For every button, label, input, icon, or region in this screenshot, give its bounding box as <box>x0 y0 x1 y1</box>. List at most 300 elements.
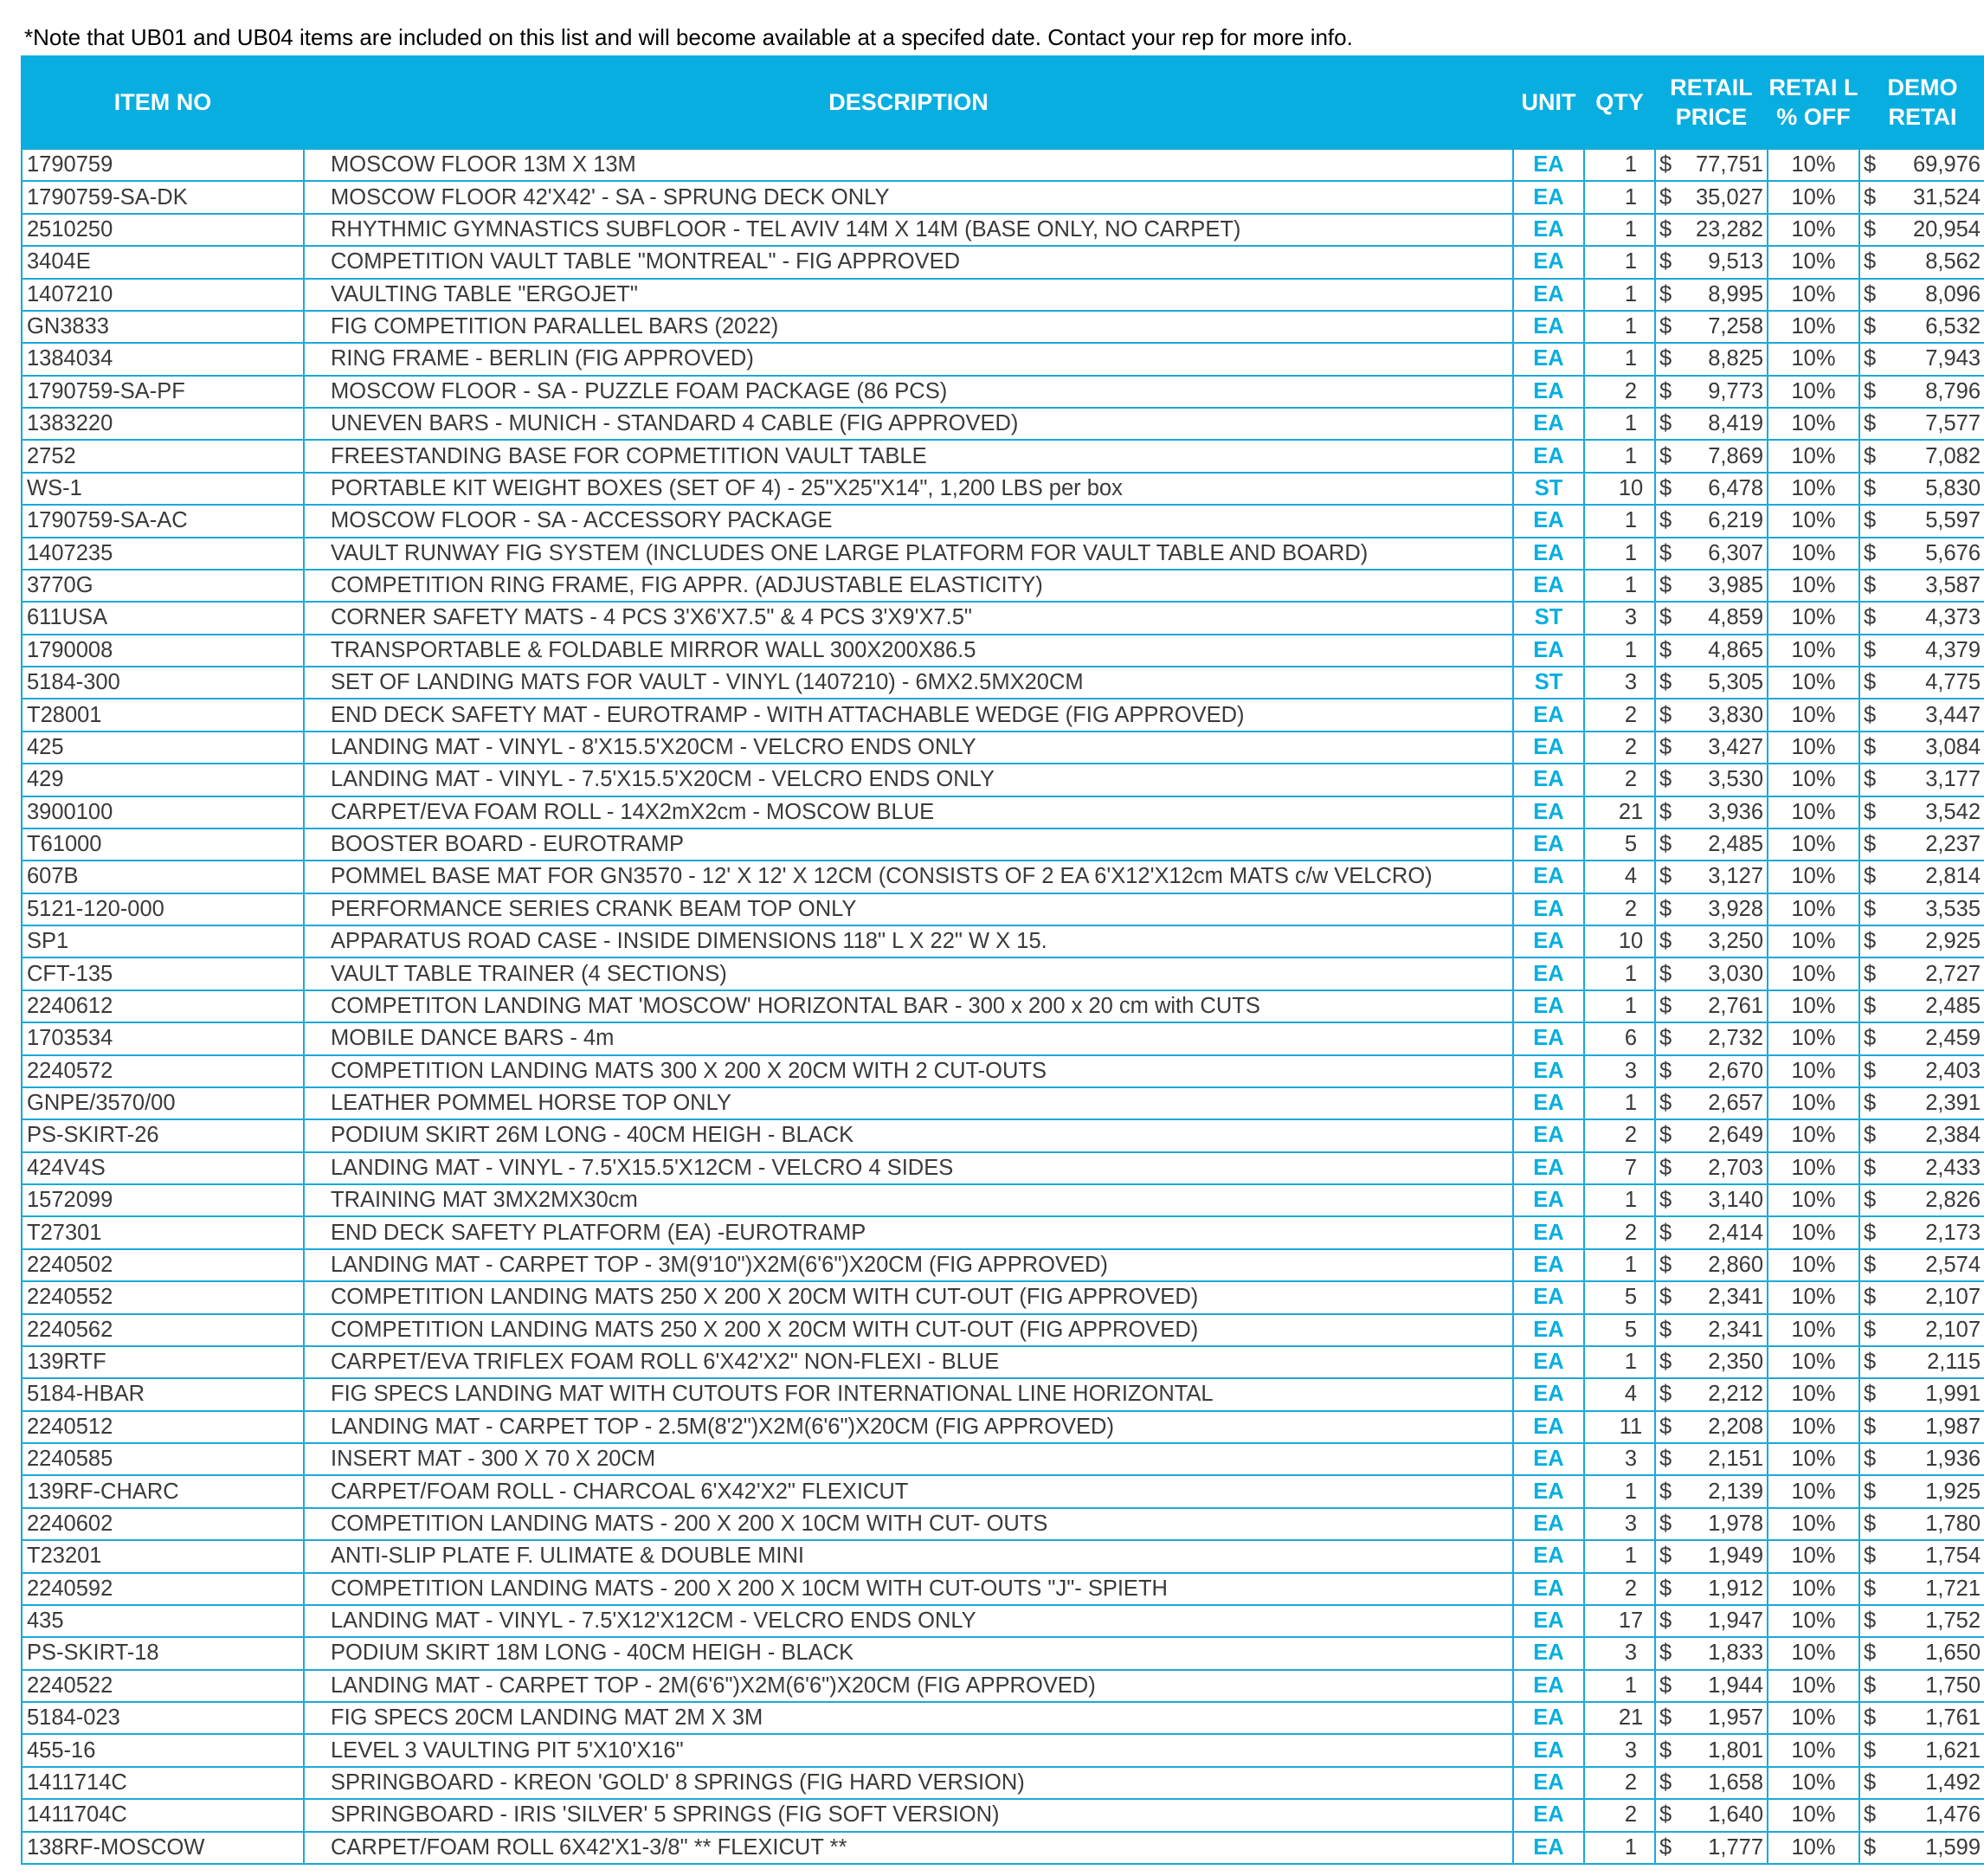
amount: 1,991 <box>1925 1382 1981 1407</box>
cell-qty: 1 <box>1584 990 1655 1022</box>
cell-demo-retail <box>1859 1216 1984 1248</box>
amount: 2,237 <box>1925 832 1981 857</box>
cell-retail-off: 10% <box>1768 343 1859 375</box>
currency-symbol: $ <box>1864 1641 1877 1666</box>
table-row <box>22 732 1984 764</box>
cell-description: SPRINGBOARD - KREON 'GOLD' 8 SPRINGS (FIG HARD VERSION) <box>304 1767 1513 1799</box>
cell-item-no: 5184-023 <box>22 1702 304 1734</box>
col-header-qty: QTY <box>1584 55 1655 149</box>
amount: 2,860 <box>1708 1252 1763 1277</box>
currency-symbol: $ <box>1659 993 1672 1018</box>
amount: 1,947 <box>1708 1608 1763 1634</box>
currency-symbol: $ <box>1659 540 1672 565</box>
table-row <box>22 990 1984 1022</box>
cell-qty: 11 <box>1584 1411 1655 1443</box>
table-row <box>22 1152 1984 1184</box>
cell-retail-off: 10% <box>1768 1637 1859 1669</box>
cell-unit: EA <box>1513 828 1584 861</box>
cell-item-no: 1383220 <box>22 408 304 440</box>
cell-item-no: 1411714C <box>22 1767 304 1799</box>
cell-demo-retail <box>1859 1508 1984 1540</box>
price-table <box>21 55 1984 1865</box>
cell-description: COMPETITION LANDING MATS - 200 X 200 X 10CM WITH CUT- OUTS <box>304 1508 1513 1540</box>
cell-unit: EA <box>1513 181 1584 213</box>
cell-retail-off: 10% <box>1768 1670 1859 1702</box>
currency-symbol: $ <box>1659 314 1672 339</box>
currency-symbol: $ <box>1864 1058 1877 1083</box>
cell-qty: 3 <box>1584 1637 1655 1669</box>
currency-symbol: $ <box>1864 216 1877 242</box>
cell-qty: 1 <box>1584 1346 1655 1378</box>
currency-symbol: $ <box>1864 993 1877 1018</box>
cell-retail-price <box>1655 1637 1768 1669</box>
amount: 2,414 <box>1708 1220 1763 1245</box>
cell-retail-price <box>1655 1443 1768 1475</box>
cell-retail-off: 10% <box>1768 957 1859 990</box>
cell-item-no: 138RF-MOSCOW <box>22 1832 304 1864</box>
amount: 8,419 <box>1708 411 1763 436</box>
cell-retail-off: 10% <box>1768 279 1859 311</box>
cell-retail-price <box>1655 1767 1768 1799</box>
amount: 6,478 <box>1708 475 1763 500</box>
currency-symbol: $ <box>1864 1802 1877 1828</box>
amount: 1,944 <box>1708 1673 1763 1698</box>
cell-demo-retail <box>1859 1152 1984 1184</box>
cell-item-no: 139RTF <box>22 1346 304 1378</box>
cell-demo-retail <box>1859 732 1984 764</box>
currency-symbol: $ <box>1659 1058 1672 1083</box>
cell-unit: EA <box>1513 925 1584 957</box>
cell-unit: EA <box>1513 1119 1584 1151</box>
cell-retail-price <box>1655 699 1768 731</box>
currency-symbol: $ <box>1864 1285 1877 1310</box>
currency-symbol: $ <box>1659 1155 1672 1180</box>
cell-demo-retail <box>1859 214 1984 246</box>
cell-retail-price <box>1655 1087 1768 1119</box>
currency-symbol: $ <box>1659 1834 1672 1860</box>
amount: 4,775 <box>1925 670 1981 695</box>
cell-demo-retail <box>1859 149 1984 181</box>
cell-retail-off: 10% <box>1768 667 1859 699</box>
currency-symbol: $ <box>1659 443 1672 468</box>
cell-retail-price <box>1655 667 1768 699</box>
cell-retail-price <box>1655 828 1768 861</box>
cell-unit: EA <box>1513 214 1584 246</box>
cell-item-no: 5184-300 <box>22 667 304 699</box>
currency-symbol: $ <box>1659 864 1672 889</box>
cell-description: COMPETITON LANDING MAT 'MOSCOW' HORIZONTAL BAR - 300 x 200 x 20 cm with CUTS <box>304 990 1513 1022</box>
cell-item-no: 3770G <box>22 570 304 602</box>
cell-retail-price <box>1655 1573 1768 1605</box>
cell-qty: 1 <box>1584 957 1655 990</box>
currency-symbol: $ <box>1864 1188 1877 1213</box>
cell-description: FREESTANDING BASE FOR COPMETITION VAULT TABLE <box>304 440 1513 472</box>
cell-qty: 2 <box>1584 1573 1655 1605</box>
cell-retail-off: 10% <box>1768 311 1859 343</box>
cell-retail-price <box>1655 990 1768 1022</box>
cell-unit: EA <box>1513 957 1584 990</box>
cell-retail-price <box>1655 246 1768 278</box>
cell-description: END DECK SAFETY PLATFORM (EA) -EUROTRAMP <box>304 1216 1513 1248</box>
cell-qty: 1 <box>1584 538 1655 570</box>
currency-symbol: $ <box>1659 1608 1672 1634</box>
currency-symbol: $ <box>1864 411 1877 436</box>
cell-demo-retail <box>1859 1443 1984 1475</box>
cell-unit: EA <box>1513 1184 1584 1216</box>
cell-description: MOSCOW FLOOR - SA - ACCESSORY PACKAGE <box>304 505 1513 537</box>
table-row <box>22 1087 1984 1119</box>
cell-retail-price <box>1655 505 1768 537</box>
cell-retail-off: 10% <box>1768 990 1859 1022</box>
cell-description: LANDING MAT - CARPET TOP - 2.5M(8'2")X2M(6'6")X20CM (FIG APPROVED) <box>304 1411 1513 1443</box>
cell-description: CORNER SAFETY MATS - 4 PCS 3'X6'X7.5" & 4 PCS 3'X9'X7.5" <box>304 602 1513 634</box>
cell-qty: 1 <box>1584 408 1655 440</box>
cell-description: LANDING MAT - CARPET TOP - 2M(6'6")X2M(6'6")X20CM (FIG APPROVED) <box>304 1670 1513 1702</box>
cell-description: APPARATUS ROAD CASE - INSIDE DIMENSIONS 118" L X 22" W X 15. <box>304 925 1513 957</box>
cell-qty: 2 <box>1584 699 1655 731</box>
cell-item-no: 139RF-CHARC <box>22 1475 304 1507</box>
cell-demo-retail <box>1859 699 1984 731</box>
currency-symbol: $ <box>1864 1673 1877 1698</box>
table-row <box>22 764 1984 796</box>
amount: 2,115 <box>1927 1350 1981 1375</box>
cell-item-no: 2240572 <box>22 1055 304 1087</box>
cell-retail-off: 10% <box>1768 376 1859 408</box>
cell-item-no: 2240552 <box>22 1281 304 1313</box>
currency-symbol: $ <box>1864 314 1877 339</box>
table-row <box>22 505 1984 537</box>
cell-demo-retail <box>1859 343 1984 375</box>
currency-symbol: $ <box>1864 832 1877 857</box>
currency-symbol: $ <box>1864 1382 1877 1407</box>
cell-unit: EA <box>1513 279 1584 311</box>
cell-demo-retail <box>1859 1670 1984 1702</box>
currency-symbol: $ <box>1659 1479 1672 1504</box>
cell-description: CARPET/EVA TRIFLEX FOAM ROLL 6'X42'X2" NON-FLEXI - BLUE <box>304 1346 1513 1378</box>
amount: 2,485 <box>1708 832 1763 857</box>
amount: 1,925 <box>1925 1479 1981 1504</box>
amount: 1,912 <box>1708 1576 1763 1601</box>
table-row <box>22 279 1984 311</box>
cell-item-no: T27301 <box>22 1216 304 1248</box>
cell-item-no: 5184-HBAR <box>22 1378 304 1410</box>
cell-retail-off: 10% <box>1768 1734 1859 1766</box>
table-row <box>22 861 1984 893</box>
cell-demo-retail <box>1859 1702 1984 1734</box>
amount: 2,384 <box>1925 1123 1981 1148</box>
amount: 3,985 <box>1708 573 1763 598</box>
cell-qty: 1 <box>1584 1540 1655 1572</box>
cell-retail-price <box>1655 279 1768 311</box>
currency-symbol: $ <box>1864 637 1877 662</box>
amount: 2,485 <box>1925 993 1981 1018</box>
currency-symbol: $ <box>1659 1641 1672 1666</box>
currency-symbol: $ <box>1864 508 1877 533</box>
table-row <box>22 1314 1984 1346</box>
currency-symbol: $ <box>1659 637 1672 662</box>
cell-unit: EA <box>1513 343 1584 375</box>
cell-description: COMPETITION LANDING MATS - 200 X 200 X 10CM WITH CUT-OUTS "J"- SPIETH <box>304 1573 1513 1605</box>
cell-unit: EA <box>1513 538 1584 570</box>
cell-retail-price <box>1655 1378 1768 1410</box>
amount: 3,030 <box>1708 961 1763 986</box>
cell-retail-price <box>1655 1670 1768 1702</box>
cell-retail-off: 10% <box>1768 1378 1859 1410</box>
amount: 4,859 <box>1708 605 1763 630</box>
currency-symbol: $ <box>1659 1802 1672 1828</box>
amount: 1,978 <box>1708 1511 1763 1536</box>
cell-qty: 2 <box>1584 732 1655 764</box>
currency-symbol: $ <box>1864 573 1877 598</box>
amount: 6,307 <box>1708 540 1763 565</box>
currency-symbol: $ <box>1864 346 1877 371</box>
cell-retail-off: 10% <box>1768 1249 1859 1281</box>
cell-item-no: 425 <box>22 732 304 764</box>
cell-retail-off: 10% <box>1768 181 1859 213</box>
cell-retail-price <box>1655 796 1768 828</box>
cell-demo-retail <box>1859 1411 1984 1443</box>
cell-retail-price <box>1655 1249 1768 1281</box>
cell-unit: EA <box>1513 1508 1584 1540</box>
table-row <box>22 408 1984 440</box>
table-row <box>22 1475 1984 1507</box>
table-row <box>22 440 1984 472</box>
amount: 2,350 <box>1708 1350 1763 1375</box>
currency-symbol: $ <box>1659 152 1672 177</box>
cell-retail-price <box>1655 1184 1768 1216</box>
amount: 1,761 <box>1925 1705 1981 1731</box>
table-row <box>22 667 1984 699</box>
currency-symbol: $ <box>1659 1026 1672 1051</box>
cell-demo-retail <box>1859 246 1984 278</box>
table-row <box>22 149 1984 181</box>
cell-item-no: 1407210 <box>22 279 304 311</box>
cell-unit: EA <box>1513 1216 1584 1248</box>
cell-qty: 3 <box>1584 1055 1655 1087</box>
cell-retail-price <box>1655 602 1768 634</box>
currency-symbol: $ <box>1864 1091 1877 1116</box>
currency-symbol: $ <box>1659 346 1672 371</box>
cell-description: PERFORMANCE SERIES CRANK BEAM TOP ONLY <box>304 893 1513 925</box>
cell-retail-off: 10% <box>1768 699 1859 731</box>
cell-unit: EA <box>1513 1346 1584 1378</box>
cell-retail-off: 10% <box>1768 473 1859 505</box>
cell-description: CARPET/FOAM ROLL - CHARCOAL 6'X42'X2" FLEXICUT <box>304 1475 1513 1507</box>
cell-unit: EA <box>1513 1087 1584 1119</box>
cell-retail-price <box>1655 1605 1768 1637</box>
cell-demo-retail <box>1859 1734 1984 1766</box>
cell-description: LANDING MAT - VINYL - 8'X15.5'X20CM - VELCRO ENDS ONLY <box>304 732 1513 764</box>
cell-description: SET OF LANDING MATS FOR VAULT - VINYL (1407210) - 6MX2.5MX20CM <box>304 667 1513 699</box>
table-row <box>22 1346 1984 1378</box>
cell-unit: EA <box>1513 440 1584 472</box>
cell-description: VAULTING TABLE "ERGOJET" <box>304 279 1513 311</box>
table-row <box>22 1540 1984 1572</box>
cell-demo-retail <box>1859 764 1984 796</box>
amount: 3,542 <box>1925 799 1981 824</box>
amount: 2,208 <box>1708 1414 1763 1439</box>
cell-description: COMPETITION LANDING MATS 250 X 200 X 20CM WITH CUT-OUT (FIG APPROVED) <box>304 1314 1513 1346</box>
cell-item-no: 3900100 <box>22 796 304 828</box>
table-row <box>22 602 1984 634</box>
currency-symbol: $ <box>1864 1026 1877 1051</box>
amount: 2,341 <box>1708 1285 1763 1310</box>
cell-unit: EA <box>1513 1573 1584 1605</box>
cell-qty: 21 <box>1584 1702 1655 1734</box>
cell-item-no: 2510250 <box>22 214 304 246</box>
cell-retail-off: 10% <box>1768 214 1859 246</box>
amount: 3,140 <box>1708 1188 1763 1213</box>
cell-description: VAULT RUNWAY FIG SYSTEM (INCLUDES ONE LARGE PLATFORM FOR VAULT TABLE AND BOARD) <box>304 538 1513 570</box>
col-header-retail-off: RETAI L % OFF <box>1768 55 1859 149</box>
currency-symbol: $ <box>1659 1350 1672 1375</box>
table-row <box>22 570 1984 602</box>
currency-symbol: $ <box>1864 670 1877 695</box>
cell-item-no: 3404E <box>22 246 304 278</box>
cell-retail-off: 10% <box>1768 1216 1859 1248</box>
currency-symbol: $ <box>1864 1123 1877 1148</box>
cell-retail-off: 10% <box>1768 1281 1859 1313</box>
amount: 2,732 <box>1708 1026 1763 1051</box>
cell-item-no: PS-SKIRT-18 <box>22 1637 304 1669</box>
amount: 9,513 <box>1708 249 1763 274</box>
currency-symbol: $ <box>1864 1252 1877 1277</box>
cell-retail-off: 10% <box>1768 1540 1859 1572</box>
currency-symbol: $ <box>1659 1091 1672 1116</box>
table-row <box>22 376 1984 408</box>
cell-retail-price <box>1655 1799 1768 1831</box>
amount: 2,727 <box>1925 961 1981 986</box>
currency-symbol: $ <box>1659 184 1672 210</box>
cell-unit: EA <box>1513 1314 1584 1346</box>
cell-qty: 2 <box>1584 376 1655 408</box>
cell-unit: EA <box>1513 635 1584 667</box>
cell-retail-price <box>1655 1734 1768 1766</box>
table-row <box>22 1443 1984 1475</box>
cell-qty: 2 <box>1584 1767 1655 1799</box>
cell-demo-retail <box>1859 408 1984 440</box>
amount: 3,928 <box>1708 896 1763 921</box>
cell-unit: EA <box>1513 1022 1584 1054</box>
cell-demo-retail <box>1859 538 1984 570</box>
cell-retail-off: 10% <box>1768 1799 1859 1831</box>
amount: 3,084 <box>1925 734 1981 759</box>
amount: 2,107 <box>1925 1285 1981 1310</box>
amount: 23,282 <box>1696 216 1763 242</box>
table-row <box>22 635 1984 667</box>
table-row <box>22 1249 1984 1281</box>
cell-retail-off: 10% <box>1768 764 1859 796</box>
col-header-demo: DEMO RETAI <box>1859 55 1984 149</box>
cell-retail-price <box>1655 925 1768 957</box>
cell-retail-off: 10% <box>1768 1443 1859 1475</box>
cell-description: TRANSPORTABLE & FOLDABLE MIRROR WALL 300X200X86.5 <box>304 635 1513 667</box>
cell-description: PODIUM SKIRT 18M LONG - 40CM HEIGH - BLACK <box>304 1637 1513 1669</box>
amount: 2,151 <box>1708 1447 1763 1472</box>
cell-description: MOSCOW FLOOR 42'X42' - SA - SPRUNG DECK ONLY <box>304 181 1513 213</box>
table-row <box>22 246 1984 278</box>
table-row <box>22 796 1984 828</box>
currency-symbol: $ <box>1659 1220 1672 1245</box>
cell-retail-price <box>1655 343 1768 375</box>
cell-item-no: 2240502 <box>22 1249 304 1281</box>
table-row <box>22 311 1984 343</box>
cell-item-no: 1703534 <box>22 1022 304 1054</box>
cell-unit: EA <box>1513 1734 1584 1766</box>
cell-qty: 2 <box>1584 1216 1655 1248</box>
cell-unit: EA <box>1513 1152 1584 1184</box>
cell-retail-off: 10% <box>1768 1314 1859 1346</box>
cell-qty: 4 <box>1584 861 1655 893</box>
amount: 7,943 <box>1925 346 1981 371</box>
cell-item-no: PS-SKIRT-26 <box>22 1119 304 1151</box>
cell-unit: EA <box>1513 1378 1584 1410</box>
currency-symbol: $ <box>1659 1414 1672 1439</box>
cell-demo-retail <box>1859 1055 1984 1087</box>
cell-item-no: GN3833 <box>22 311 304 343</box>
cell-item-no: 1411704C <box>22 1799 304 1831</box>
cell-description: UNEVEN BARS - MUNICH - STANDARD 4 CABLE (FIG APPROVED) <box>304 408 1513 440</box>
col-header-retail-price: RETAIL PRICE <box>1655 55 1768 149</box>
cell-description: MOBILE DANCE BARS - 4m <box>304 1022 1513 1054</box>
cell-retail-price <box>1655 1508 1768 1540</box>
amount: 1,833 <box>1708 1641 1763 1666</box>
cell-demo-retail <box>1859 1119 1984 1151</box>
cell-demo-retail <box>1859 1346 1984 1378</box>
amount: 2,657 <box>1708 1091 1763 1116</box>
cell-qty: 5 <box>1584 1281 1655 1313</box>
cell-retail-price <box>1655 1152 1768 1184</box>
cell-retail-price <box>1655 408 1768 440</box>
amount: 5,830 <box>1925 475 1981 500</box>
cell-retail-price <box>1655 1281 1768 1313</box>
cell-demo-retail <box>1859 311 1984 343</box>
currency-symbol: $ <box>1864 152 1877 177</box>
cell-unit: EA <box>1513 505 1584 537</box>
currency-symbol: $ <box>1864 540 1877 565</box>
currency-symbol: $ <box>1659 1576 1672 1601</box>
amount: 3,447 <box>1925 702 1981 727</box>
cell-demo-retail <box>1859 1637 1984 1669</box>
table-row <box>22 1281 1984 1313</box>
cell-retail-off: 10% <box>1768 1022 1859 1054</box>
amount: 2,670 <box>1708 1058 1763 1083</box>
cell-unit: EA <box>1513 1475 1584 1507</box>
amount: 1,949 <box>1708 1544 1763 1569</box>
currency-symbol: $ <box>1659 573 1672 598</box>
amount: 7,082 <box>1925 443 1981 468</box>
currency-symbol: $ <box>1659 1705 1672 1731</box>
cell-qty: 1 <box>1584 1184 1655 1216</box>
cell-retail-price <box>1655 1411 1768 1443</box>
cell-retail-off: 10% <box>1768 1055 1859 1087</box>
table-row <box>22 1799 1984 1831</box>
cell-retail-price <box>1655 214 1768 246</box>
cell-demo-retail <box>1859 1832 1984 1864</box>
amount: 2,212 <box>1708 1382 1763 1407</box>
currency-symbol: $ <box>1864 1220 1877 1245</box>
amount: 2,761 <box>1708 993 1763 1018</box>
cell-unit: EA <box>1513 699 1584 731</box>
cell-retail-price <box>1655 1022 1768 1054</box>
currency-symbol: $ <box>1659 702 1672 727</box>
cell-demo-retail <box>1859 440 1984 472</box>
table-row <box>22 1702 1984 1734</box>
cell-description: RING FRAME - BERLIN (FIG APPROVED) <box>304 343 1513 375</box>
currency-symbol: $ <box>1864 1737 1877 1763</box>
cell-qty: 1 <box>1584 149 1655 181</box>
cell-description: LANDING MAT - VINYL - 7.5'X15.5'X20CM - VELCRO ENDS ONLY <box>304 764 1513 796</box>
